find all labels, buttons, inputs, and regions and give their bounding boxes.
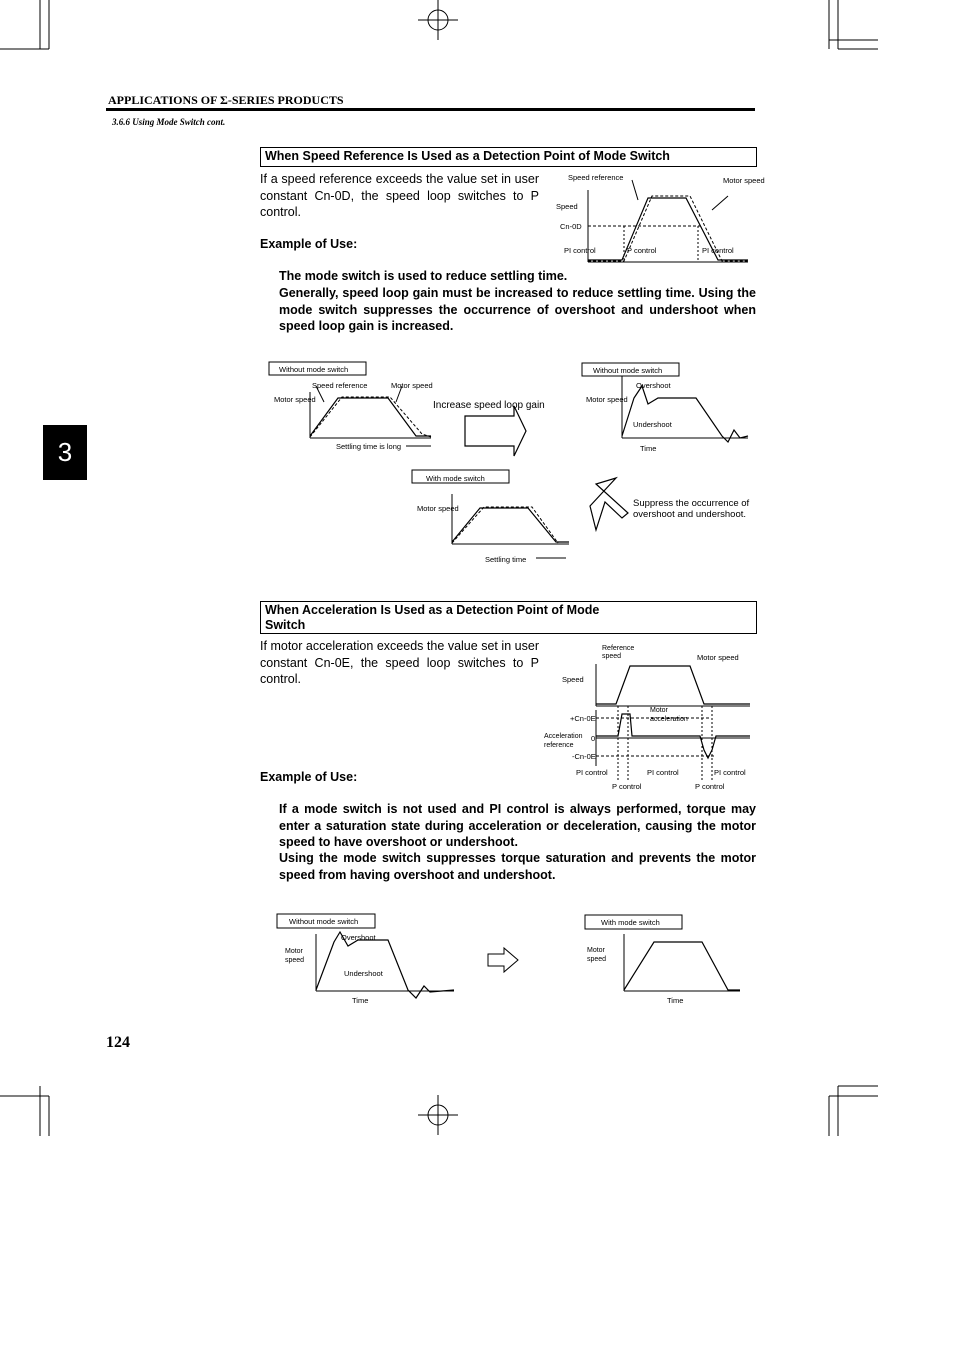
fig4-with-mode-switch: With mode switch: [601, 918, 660, 927]
fig2-suppress-note: Suppress the occurrence of overshoot and undershoot.: [633, 498, 750, 520]
fig4-undershoot: Undershoot: [344, 969, 383, 978]
acceleration-mode-switch-figure: [540, 640, 754, 792]
fig3-pi-control-right: PI control: [714, 768, 746, 777]
fig3-speed: Speed: [562, 675, 584, 684]
section2-example-line1: If a mode switch is not used and PI control is always performed, torque may enter a saturation state during acceleration or deceleration, causing the motor speed to have overshoot or undershoot.: [279, 802, 756, 849]
fig2-settling-time: Settling time: [485, 555, 527, 564]
fig1-p-control: P control: [627, 246, 657, 255]
chapter-tab: 3: [43, 425, 87, 480]
header-rule: [106, 108, 755, 111]
fig3-motor-speed: Motor speed: [697, 653, 739, 662]
fig4-time-right: Time: [667, 996, 684, 1005]
running-header: APPLICATIONS OF Σ-SERIES PRODUCTS: [108, 93, 344, 107]
fig2-without-mode-switch-right: Without mode switch: [593, 366, 663, 375]
fig3-reference-speed-line1: Reference: [602, 645, 635, 652]
fig1-pi-control-left: PI control: [564, 246, 596, 255]
fig2-motor-speed-axis-left: Motor speed: [274, 395, 316, 404]
fig3-acceleration-reference-line2: reference: [544, 742, 574, 749]
fig4-motor-speed-left-line1: Motor: [285, 948, 303, 955]
settling-time-figure: [266, 358, 756, 570]
fig3-motor-acceleration-line2: acceleration: [650, 716, 688, 723]
section1-example-line2: Generally, speed loop gain must be increased to reduce settling time. Using the mode switch suppresses the occurrence of overshoot and undershoot when speed loop gain is increased.: [279, 286, 756, 333]
fig3-reference-speed-line2: speed: [602, 653, 622, 660]
page-number: 124: [106, 1034, 130, 1051]
fig4-time-left: Time: [352, 996, 369, 1005]
fig4-without-mode-switch: Without mode switch: [289, 917, 359, 926]
fig3-pi-control-left: PI control: [576, 768, 608, 777]
fig2-motor-speed-axis-bottom: Motor speed: [417, 504, 459, 513]
fig4-overshoot: Overshoot: [341, 933, 376, 942]
fig2-speed-reference: Speed reference: [312, 381, 368, 390]
fig3-plus-cn: +Cn-0E: [570, 714, 596, 723]
fig2-without-mode-switch-left: Without mode switch: [279, 365, 349, 374]
fig3-acceleration-reference-line1: Acceleration: [544, 733, 583, 740]
subsection-label: 3.6.6 Using Mode Switch cont.: [112, 117, 226, 127]
fig2-with-mode-switch: With mode switch: [426, 474, 485, 483]
fig1-motor-speed: Motor speed: [723, 176, 765, 185]
section-heading-speed-reference: When Speed Reference Is Used as a Detection Point of Mode Switch: [260, 147, 757, 167]
fig2-settling-time-long: Settling time is long: [336, 442, 402, 451]
fig3-p-control-left: P control: [612, 782, 642, 791]
fig1-speed: Speed: [556, 202, 578, 211]
torque-saturation-figure: [276, 912, 746, 1012]
section1-body: If a speed reference exceeds the value set in user constant Cn-0D, the speed loop switches to P control.: [260, 172, 539, 219]
fig4-motor-speed-right-line2: speed: [587, 956, 607, 963]
fig2-motor-speed: Motor speed: [391, 381, 433, 390]
fig3-motor-acceleration-line1: Motor: [650, 707, 668, 714]
section-heading-acceleration: When Acceleration Is Used as a Detection Point of Mode Switch: [260, 601, 757, 634]
fig3-p-control-right: P control: [695, 782, 725, 791]
section2-body: If motor acceleration exceeds the value set in user constant Cn-0E, the speed loop switches to P control.: [260, 639, 539, 686]
speed-reference-mode-switch-figure: [552, 170, 765, 267]
fig1-cn: Cn-0D: [560, 222, 582, 231]
fig3-pi-control-mid: PI control: [647, 768, 679, 777]
section1-example-label: Example of Use:: [260, 237, 358, 251]
fig4-motor-speed-right-line1: Motor: [587, 947, 605, 954]
fig1-speed-reference: Speed reference: [568, 173, 624, 182]
fig3-minus-cn: -Cn-0E: [572, 752, 596, 761]
fig3-zero: 0: [591, 734, 596, 743]
fig2-undershoot: Undershoot: [633, 420, 672, 429]
fig2-motor-speed-axis-right: Motor speed: [586, 395, 628, 404]
fig2-increase-gain: Increase speed loop gain: [433, 400, 545, 411]
fig2-overshoot: Overshoot: [636, 381, 671, 390]
section2-example-label: Example of Use:: [260, 770, 358, 784]
fig2-time: Time: [640, 444, 657, 453]
section2-example-line2: Using the mode switch suppresses torque saturation and prevents the motor speed from having overshoot and undershoot.: [279, 851, 756, 882]
fig1-pi-control-right: PI control: [702, 246, 734, 255]
section1-example-line1: The mode switch is used to reduce settling time.: [279, 269, 568, 283]
fig4-motor-speed-left-line2: speed: [285, 957, 305, 964]
